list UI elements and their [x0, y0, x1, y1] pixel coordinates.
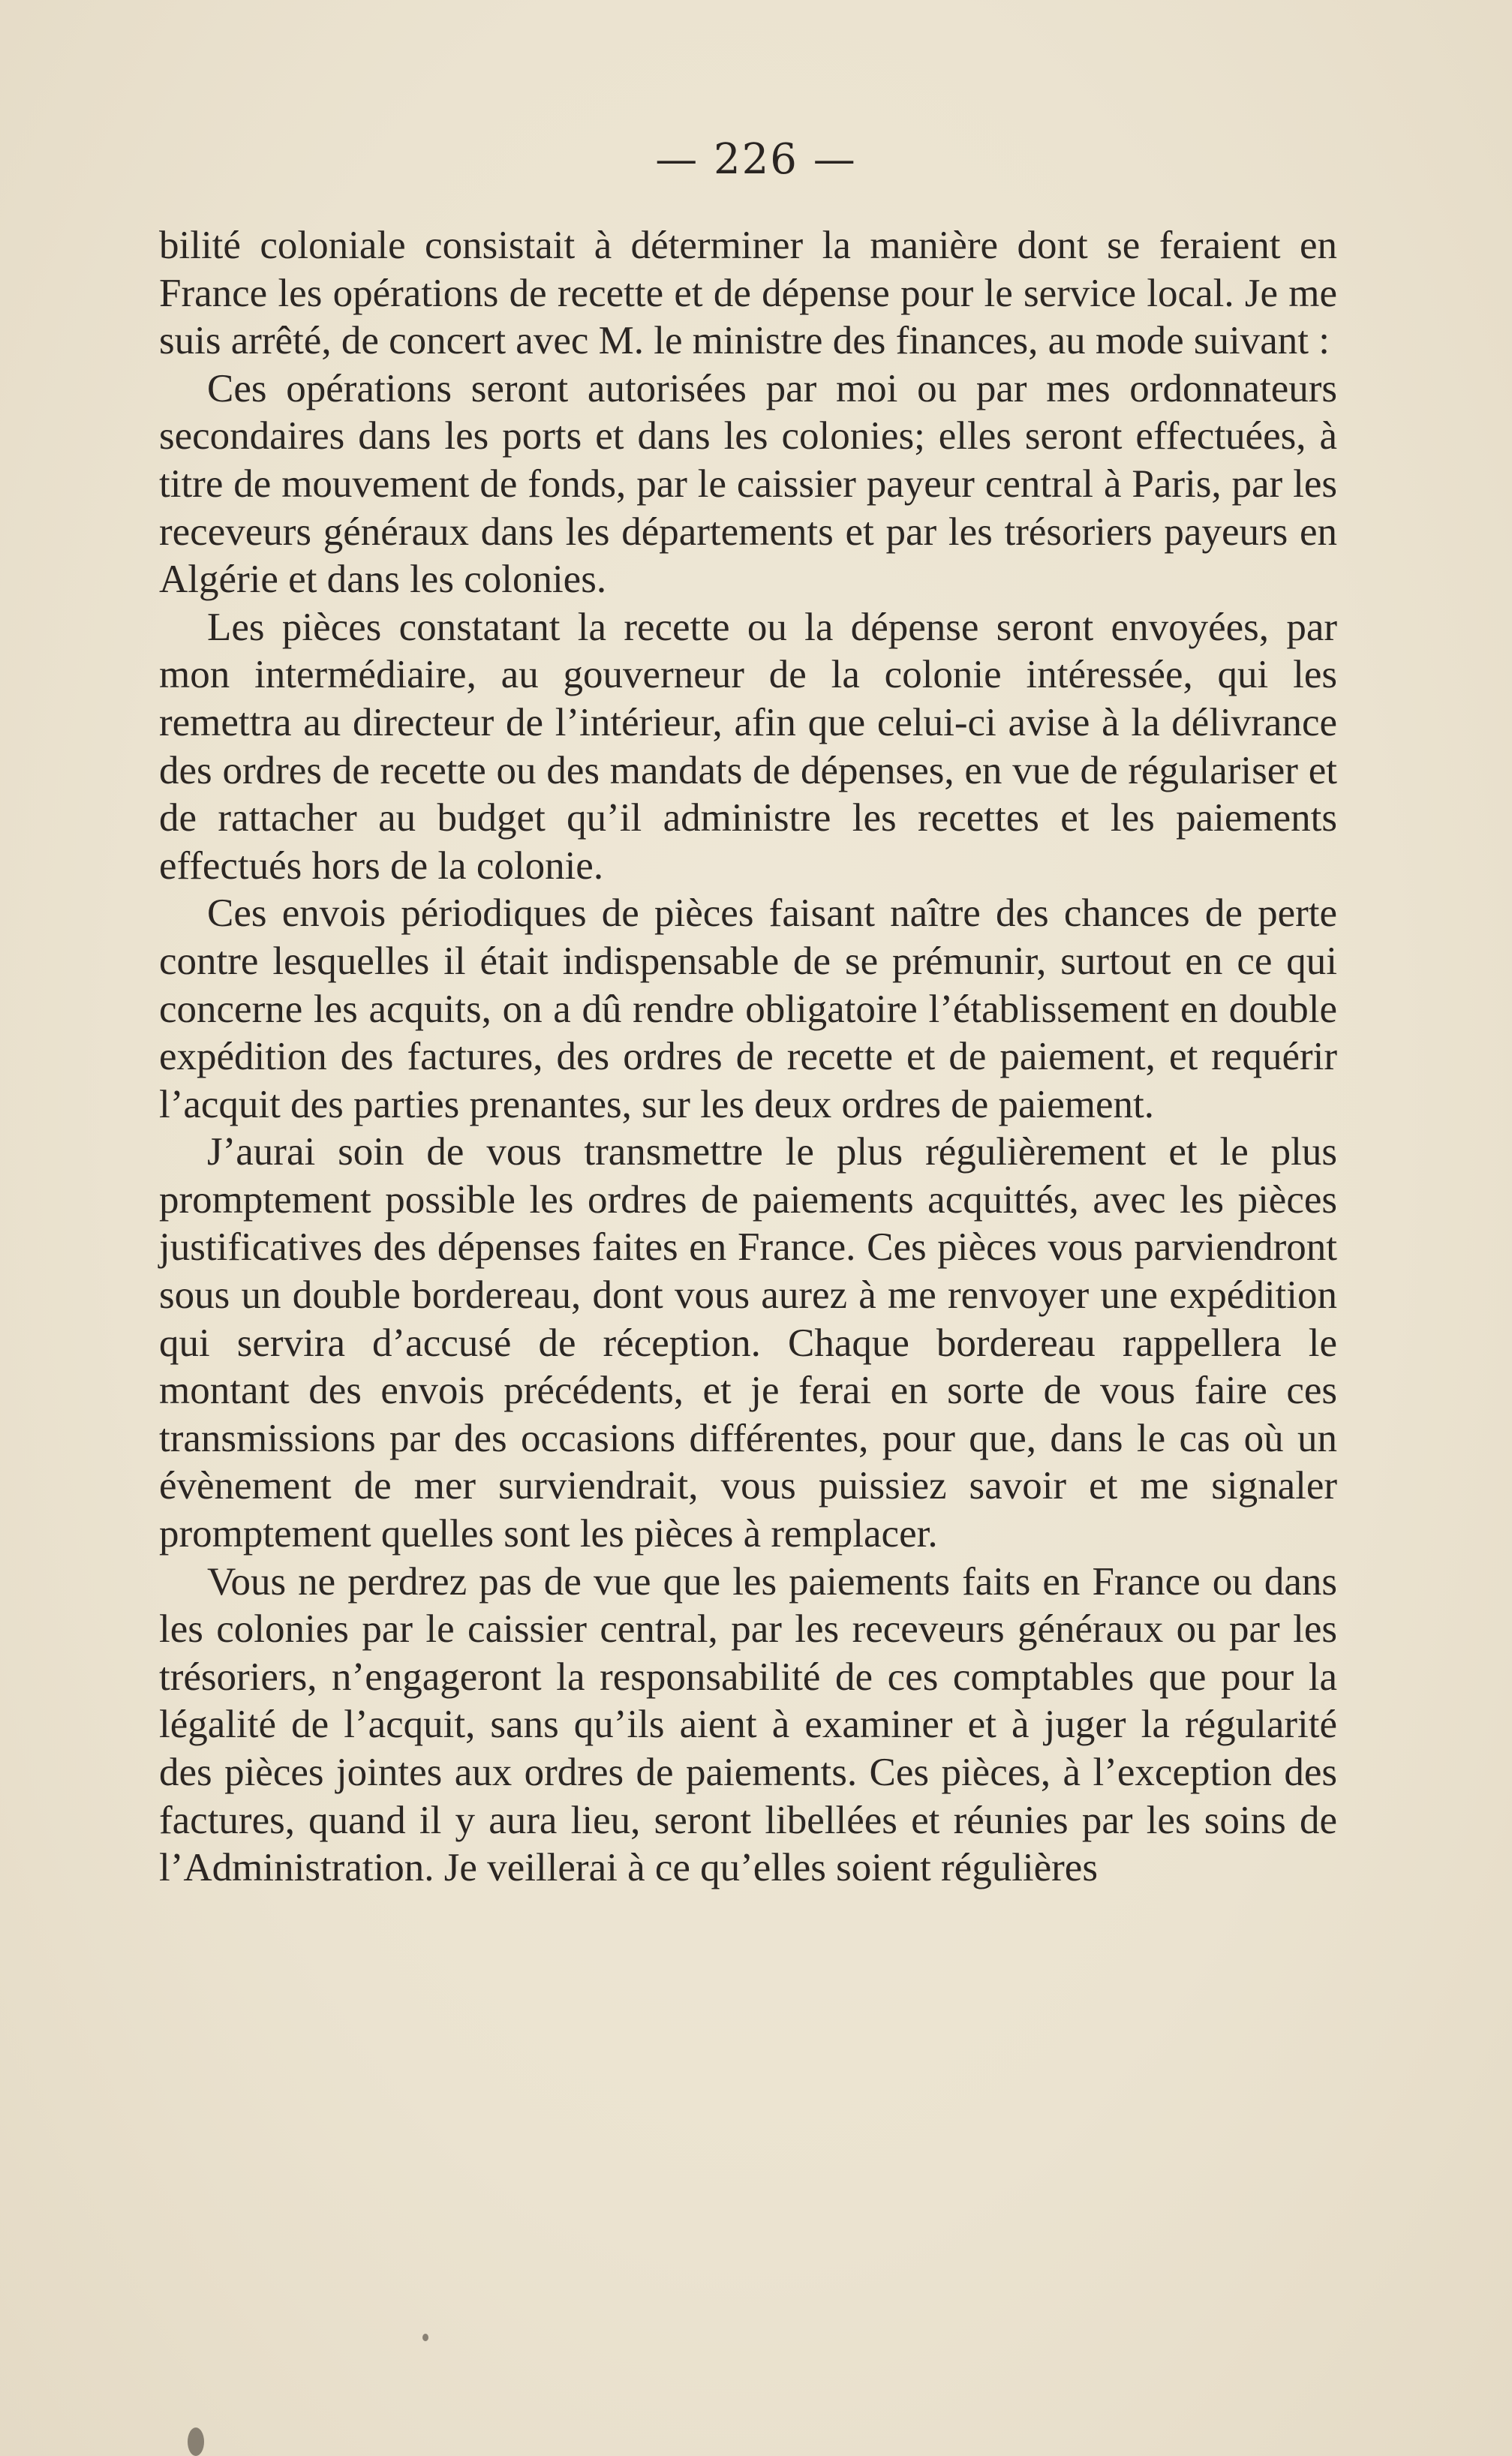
paragraph-1: bilité coloniale consistait à déterminer la manière dont se feraient en France les opérations de recette et de dépense pour le service local. Je me suis arrêté, de concert avec M. le ministre des finances, au mode suivant :	[159, 224, 1337, 363]
body-text	[159, 222, 1337, 1892]
ink-spot	[422, 2334, 428, 2341]
paragraph-4: Ces envois périodiques de pièces faisant naître des chances de perte contre lesquelles il était indispensable de se prémunir, surtout en ce qui concerne les acquits, on a dû rendre obligatoire l’établissement en double expédition des factures, des ordres de recette et de paiement, et requérir l’acquit des parties prenantes, sur les deux ordres de paiement.	[159, 891, 1337, 1126]
paragraph-2: Ces opérations seront autorisées par moi ou par mes ordonnateurs secondaires dans les ports et dans les colonies; elles seront effectuées, à titre de mouvement de fonds, par le caissier payeur central à Paris, par les receveurs généraux dans les départements et par les trésoriers payeurs en Algérie et dans les colonies.	[159, 366, 1337, 602]
paragraph-3: Les pièces constatant la recette ou la dépense seront envoyées, par mon intermédiaire, au gouverneur de la colonie intéressée, qui les remettra au directeur de l’intérieur, afin que celui-ci avise à la délivrance des ordres de recette ou des mandats de dépenses, en vue de régulariser et de rattacher au budget qu’il administre les recettes et les paiements effectués hors de la colonie.	[159, 605, 1337, 888]
page-number: — 226 —	[655, 135, 857, 184]
paragraph-5: J’aurai soin de vous transmettre le plus régulièrement et le plus promptement possible les ordres de paiements acquittés, avec les pièces justificatives des dépenses faites en France. Ces pièces vous parviendront sous un double bordereau, dont vous aurez à me renvoyer une expédition qui servira d’accusé de réception. Chaque bordereau rappellera le montant des envois précédents, et je ferai en sorte de vous faire ces transmissions par des occasions différentes, pour que, dans le cas où un évènement de mer surviendrait, vous puissiez savoir et me signaler promptement quelles sont les pièces à remplacer.	[159, 1130, 1337, 1556]
paragraph-6: Vous ne perdrez pas de vue que les paiements faits en France ou dans les colonies par le caissier central, par les receveurs généraux ou par les trésoriers, n’engageront la responsabilité de ces comptables que pour la légalité de l’acquit, sans qu’ils aient à examiner et à juger la régularité des pièces jointes aux ordres de paiements. Ces pièces, à l’exception des factures, quand il y aura lieu, seront libellées et réunies par les soins de l’Administration. Je veillerai à ce qu’elles soient régulières	[159, 1559, 1337, 1890]
ink-spot	[188, 2427, 204, 2456]
